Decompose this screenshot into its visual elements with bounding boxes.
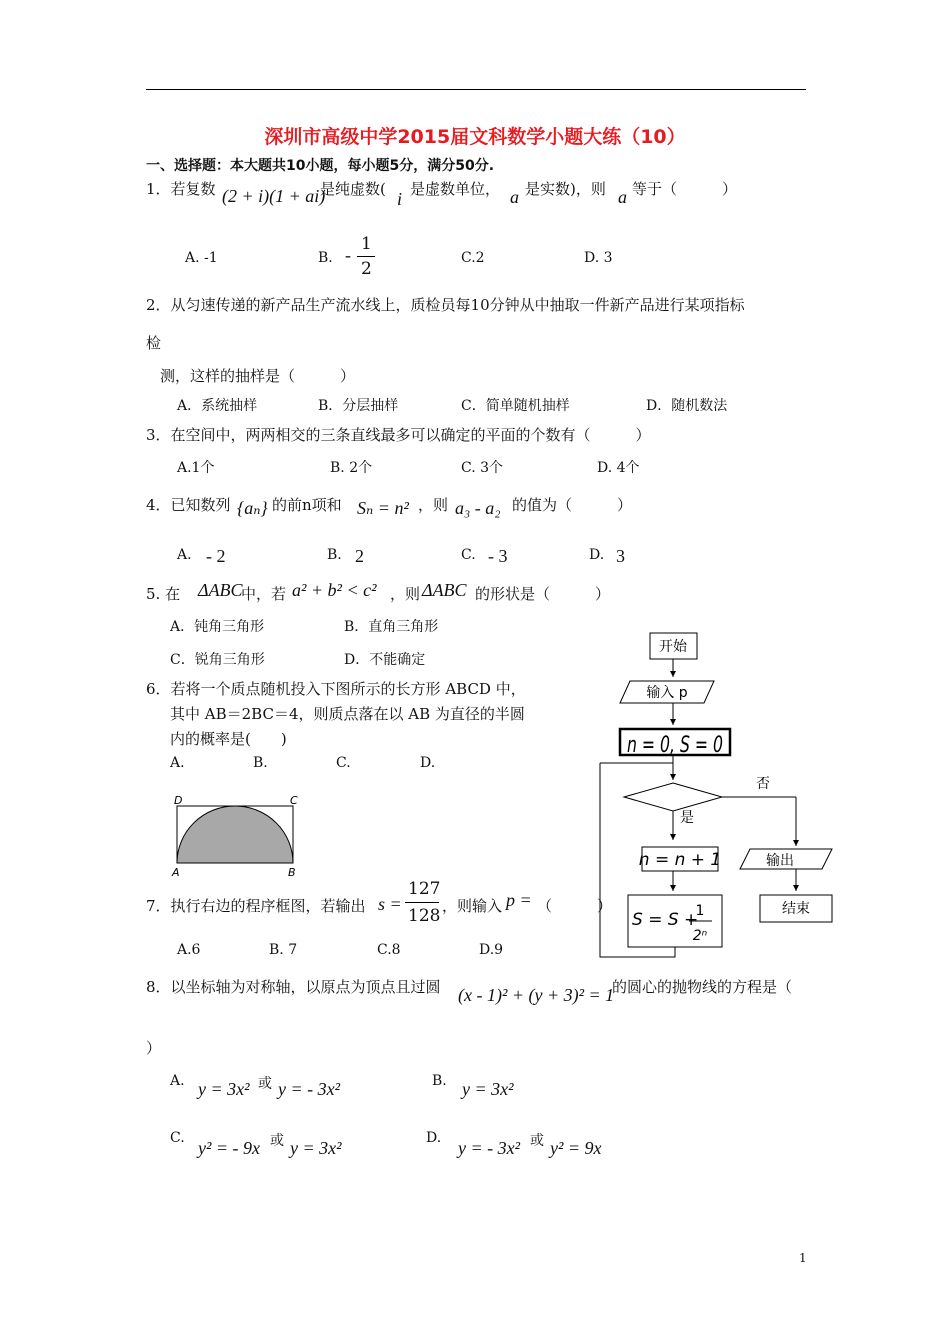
q4-option-b: B. [327,547,342,563]
q4-value-a: - 2 [206,546,226,566]
q6-line-1: 6．若将一个质点随机投入下图所示的长方形 ABCD 中， [146,680,526,698]
q3-option-c: C. 3个 [461,460,504,476]
q1-b-fraction-bar [357,256,375,257]
sum-label: S = S + [632,910,699,930]
q3-stem: 3．在空间中，两两相交的三条直线最多可以确定的平面的个数有（ ） [146,426,651,444]
q4-stem-d: 的值为（ ） [512,496,633,514]
q1-stem-e: 等于（ ） [632,180,738,198]
q1-stem-a: 1．若复数 [146,180,216,198]
start-label: 开始 [659,639,687,655]
q6-line-2: 其中 AB＝2BC＝4，则质点落在以 AB 为直径的半圆 [170,705,525,723]
q2-option-b: B．分层抽样 [318,398,399,414]
q7-fraction-bar [405,902,439,903]
q1-stem-d: 是实数)，则 [525,180,606,198]
program-flowchart [592,625,842,960]
q4-sequence: {aₙ} [237,498,268,518]
q8-b-eq1: y = 3x² [462,1079,514,1099]
q6-option-c: C. [336,755,351,771]
q1-a2: a [618,187,627,207]
q7-option-b: B. 7 [269,942,298,958]
q5-stem-a: 5. 在 [146,585,181,603]
q5-option-c: C．锐角三角形 [170,652,265,668]
q1-option-d: D. 3 [584,250,613,266]
q7-denominator: 128 [408,906,441,926]
q1-b-denominator: 2 [361,259,372,279]
sum-numerator: 1 [695,903,705,919]
page-title: 深圳市高级中学2015届文科数学小题大练（10） [264,126,686,148]
q3-option-d: D. 4个 [597,460,640,476]
q1-i: i [397,189,403,209]
q1-expr: (2 + i)(1 + ai) [222,186,326,206]
q4-option-d: D. [589,547,605,563]
q8-stem-a: 8．以坐标轴为对称轴，以原点为顶点且过圆 [146,978,441,996]
q1-option-a: A. -1 [185,250,218,266]
q4-stem-b: 的前n项和 [272,496,342,514]
label-c: C [290,794,298,807]
q8-c-eq1: y² = - 9x [198,1138,261,1158]
q1-a1: a [510,187,519,207]
q1-b-sign: - [345,245,351,265]
q2-option-a: A．系统抽样 [177,398,258,414]
q4-difference: a₃ - a₂ [455,498,501,518]
q8-d-eq1: y = - 3x² [458,1138,521,1158]
q8-d-or: 或 [530,1133,544,1149]
q6-option-d: D. [420,755,436,771]
q5-stem-b: 中，若 [241,585,287,603]
no-label: 否 [756,776,770,792]
q8-option-b: B. [432,1073,447,1089]
q8-option-d: D. [426,1130,442,1146]
q1-b-numerator: 1 [361,234,372,254]
q7-s: s = [378,894,402,914]
q5-option-d: D．不能确定 [344,652,426,668]
q8-a-eq1: y = 3x² [198,1079,250,1099]
q7-stem-c: （ ） [537,897,613,915]
q2-line-1: 2．从匀速传递的新产品生产流水线上，质检员每10分钟从中抽取一件新产品进行某项指标 [146,296,745,314]
end-label: 结束 [782,901,810,917]
label-a: A [172,866,180,879]
q5-stem-c: ，则 [390,585,421,603]
q7-numerator: 127 [408,879,441,899]
q5-triangle-2: ΔABC [422,580,467,600]
q7-p: p = [506,890,532,910]
q6-option-b: B. [253,755,268,771]
q7-stem-a: 7．执行右边的程序框图，若输出 [146,897,366,915]
q5-stem-d: 的形状是（ ） [475,585,611,603]
semicircle [177,806,293,863]
q8-close-paren: ） [146,1039,162,1057]
q4-option-c: C. [461,547,476,563]
q7-option-d: D.9 [479,942,504,958]
q8-a-eq2: y = - 3x² [278,1079,341,1099]
label-d: D [174,794,183,807]
sum-denominator: 2ⁿ [692,928,708,944]
q5-condition: a² + b² < c² [292,580,377,600]
input-label: 输入 p [646,685,688,701]
q3-option-a: A.1个 [177,460,215,476]
q1-stem-b: 是纯虚数( [320,180,386,198]
q2-line-2: 检 [146,334,162,352]
q8-stem-b: 的圆心的抛物线的方程是（ [612,978,793,996]
q2-option-c: C．简单随机抽样 [461,398,570,414]
q4-stem-c: ，则 [418,496,449,514]
increment-label: n = n + 1 [638,850,722,870]
init-label: n = 0, S = 0 [627,733,723,758]
q8-c-or: 或 [270,1133,284,1149]
q3-option-b: B. 2个 [330,460,373,476]
q1-stem-c: 是虚数单位， [410,180,501,198]
q5-option-a: A．钝角三角形 [170,619,265,635]
q8-option-c: C. [170,1130,185,1146]
q7-stem-b: ，则输入 [442,897,503,915]
q4-option-a: A. [177,547,192,563]
q1-option-b: B. [318,250,333,266]
q7-option-c: C.8 [377,942,401,958]
header-rule [146,89,806,90]
q8-d-eq2: y² = 9x [550,1138,602,1158]
q4-value-b: 2 [355,546,364,566]
output-label: 输出 [766,853,794,869]
q8-c-eq2: y = 3x² [290,1138,342,1158]
q4-value-c: - 3 [488,546,508,566]
q6-option-a: A. [170,755,185,771]
rectangle-semicircle-figure [168,790,308,880]
page-number: 1 [799,1251,807,1265]
q5-triangle-1: ΔABC [198,580,243,600]
label-b: B [288,866,296,879]
condition-diamond [624,783,722,811]
q4-stem-a: 4．已知数列 [146,496,231,514]
section-heading: 一、选择题：本大题共10小题，每小题5分，满分50分. [146,158,495,174]
q1-option-c: C.2 [461,250,485,266]
q8-circle: (x - 1)² + (y + 3)² = 1 [458,985,615,1005]
q2-line-3: 测，这样的抽样是（ ） [160,367,356,385]
q8-a-or: 或 [258,1076,272,1092]
q4-sum: Sₙ = n² [357,498,409,518]
q5-option-b: B．直角三角形 [344,619,439,635]
q2-option-d: D．随机数法 [646,398,728,414]
q7-option-a: A.6 [177,942,201,958]
yes-label: 是 [680,810,694,826]
q6-line-3: 内的概率是( ) [170,730,287,748]
q4-value-d: 3 [616,546,625,566]
q8-option-a: A. [170,1073,185,1089]
